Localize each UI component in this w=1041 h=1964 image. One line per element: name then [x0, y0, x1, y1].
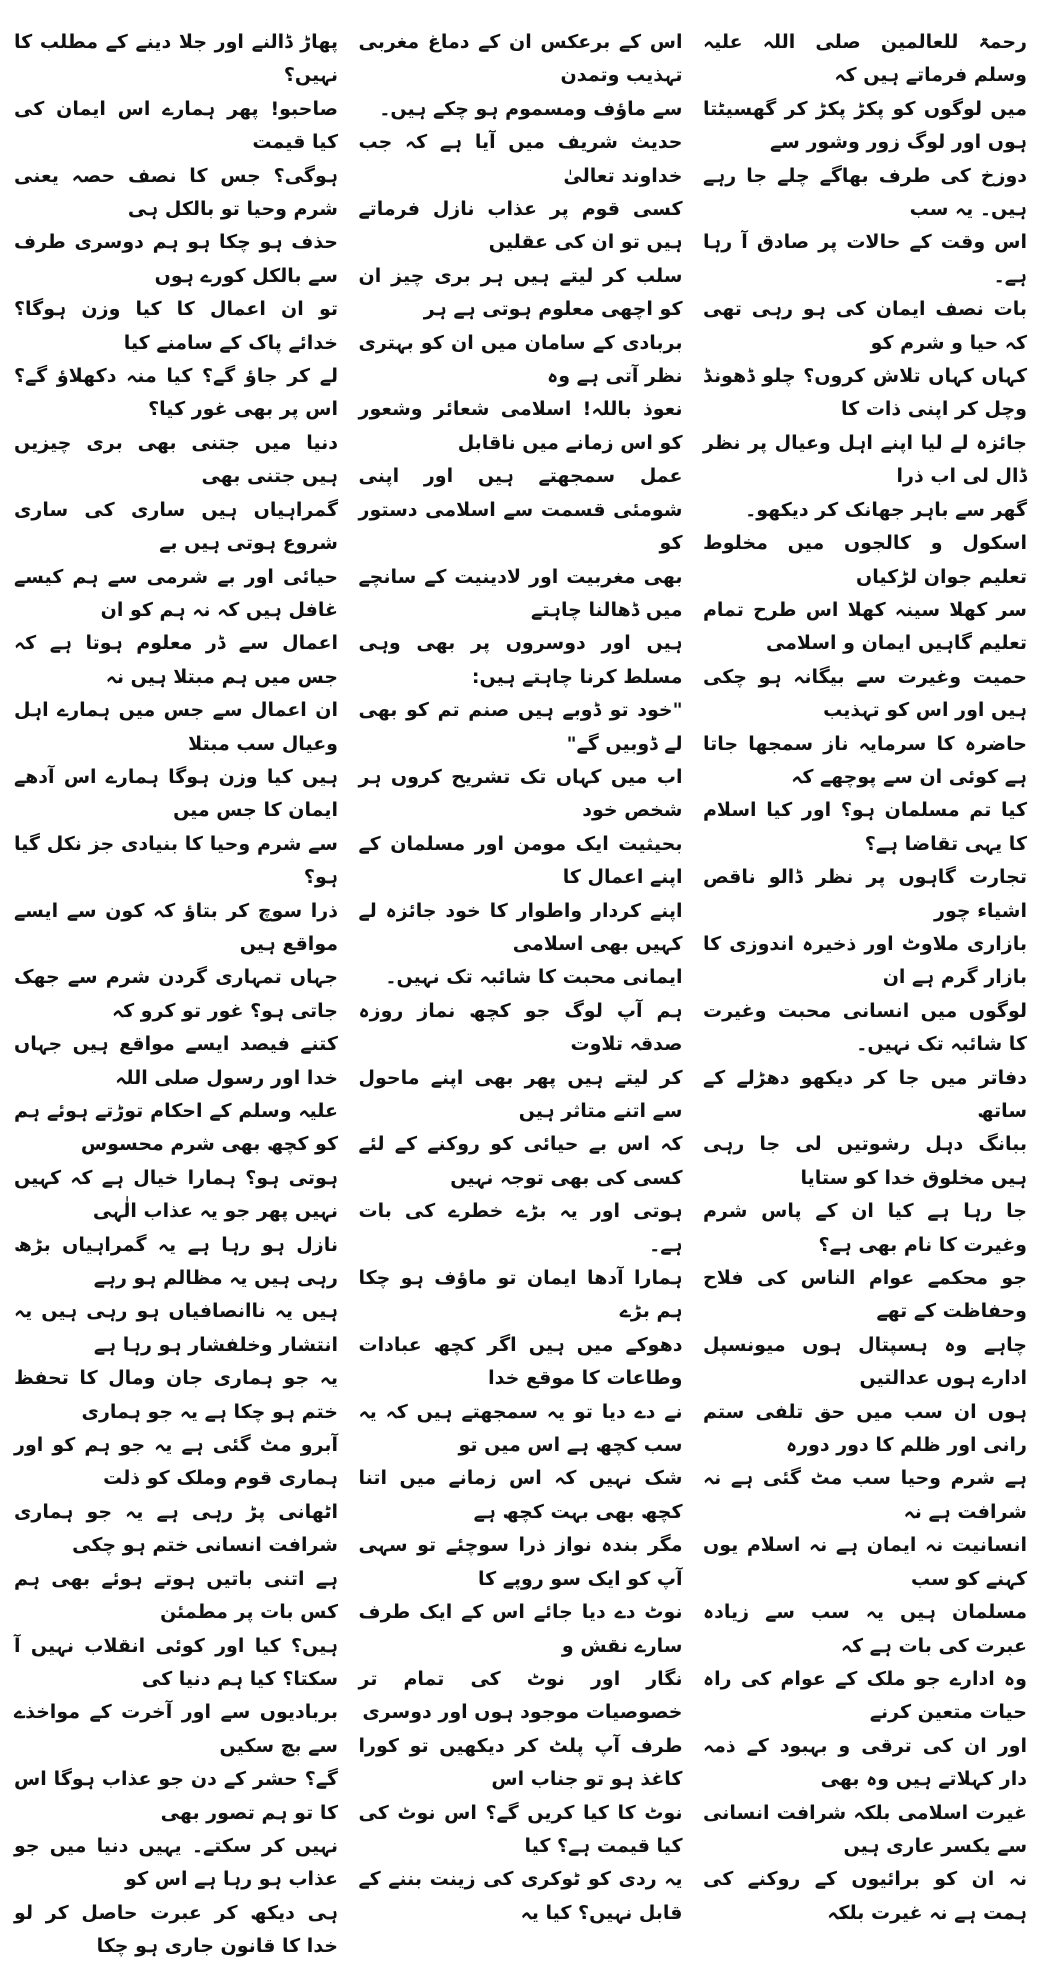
- text-line: یہ ردی کو ٹوکری کی زینت بننے کے قابل نہیں؟ کیا یہ: [358, 1868, 683, 1924]
- text-line: کسی قوم پر عذاب نازل فرماتے ہیں تو ان کی عقلیں: [358, 198, 683, 254]
- text-line: چاہے وہ ہسپتال ہوں میونسپل ادارے ہوں عدالتیں: [703, 1333, 1027, 1390]
- text-line: حذف ہو چکا ہو ہم دوسری طرف سے بالکل کورے ہوں: [14, 231, 338, 287]
- text-line: ہم آپ لوگ جو کچھ نماز روزہ صدقہ تلاوت: [358, 999, 683, 1056]
- text-line: کر لیتے ہیں پھر بھی اپنے ماحول سے اتنے متاثر ہیں: [358, 1066, 683, 1122]
- text-line: دفاتر میں جا کر دیکھو دھڑلے کے ساتھ: [703, 1066, 1027, 1122]
- text-line: ہیں اور دوسروں پر بھی وہی مسلط کرنا چاہتے ہیں:: [358, 632, 683, 688]
- text-line: جا رہا ہے کیا ان کے پاس شرم وغیرت کا نام بھی ہے؟: [703, 1200, 1027, 1256]
- text-line: اس وقت کے حالات پر صادق آ رہا ہے۔: [703, 231, 1027, 287]
- text-line: ہوتی اور یہ بڑے خطرے کی بات ہے۔: [358, 1200, 683, 1256]
- text-line: سلب کر لیتے ہیں ہر بری چیز ان کو اچھی معلوم ہوتی ہے ہر: [358, 264, 683, 321]
- text-line: نہیں کر سکتے۔ یہیں دنیا میں جو عذاب ہو رہا ہے اس کو: [14, 1834, 338, 1891]
- column-gutter: [340, 26, 356, 1310]
- text-line: دنیا میں جتنی بھی بری چیزیں ہیں جتنی بھی: [14, 431, 338, 488]
- text-line: ہی دیکھ کر عبرت حاصل کر لو خدا کا قانون جاری ہو چکا: [14, 1901, 338, 1958]
- text-line: بازاری ملاوٹ اور ذخیرہ اندوزی کا بازار گرم ہے ان: [703, 932, 1027, 989]
- text-line: میں لوگوں کو پکڑ پکڑ کر گھسیٹتا ہوں اور لوگ زور وشور سے: [703, 97, 1027, 154]
- text-line: ان اعمال سے جس میں ہمارے اہل وعیال سب مبتلا: [14, 699, 338, 755]
- text-line: لوگوں میں انسانی محبت وغیرت کا شائبہ تک نہیں۔: [703, 999, 1027, 1056]
- text-line: عمل سمجھتے ہیں اور اپنی شومئی قسمت سے اسلامی دستور کو: [358, 465, 683, 555]
- text-line: تجارت گاہوں پر نظر ڈالو ناقص اشیاء چور: [703, 866, 1027, 922]
- text-line: نعوذ باللہ! اسلامی شعائر وشعور کو اس زمانے میں ناقابل: [358, 398, 683, 454]
- text-line: سے ماؤف ومسموم ہو چکے ہیں۔: [379, 97, 683, 120]
- text-line: بات نصف ایمان کی ہو رہی تھی کہ حیا و شرم کو: [703, 298, 1027, 354]
- text-line: غیرت اسلامی بلکہ شرافت انسانی سے یکسر عاری ہیں: [703, 1801, 1027, 1857]
- text-line: "خود تو ڈوبے ہیں صنم تم کو بھی لے ڈوبیں گے": [358, 699, 683, 755]
- text-line: نوٹ دے دیا جائے اس کے ایک طرف سارے نقش و: [358, 1601, 683, 1657]
- text-line: نے دے دیا تو یہ سمجھتے ہیں کہ یہ سب کچھ ہے اس میں تو: [358, 1400, 683, 1457]
- text-line: اٹھانی پڑ رہی ہے یہ جو ہماری شرافت انسانی ختم ہو چکی: [14, 1500, 338, 1557]
- text-line: کیا تم مسلمان ہو؟ اور کیا اسلام کا یہی تقاضا ہے؟: [703, 799, 1027, 855]
- text-line: ہوتی ہو؟ ہمارا خیال ہے کہ کہیں نہیں پھر جو یہ عذاب الٰہی: [14, 1166, 338, 1223]
- text-line: جو محکمے عوام الناس کی فلاح وحفاظت کے تھے: [703, 1267, 1027, 1323]
- text-line: ہیں یہ ناانصافیاں ہو رہی ہیں یہ انتشار وخلفشار ہو رہا ہے: [14, 1300, 338, 1356]
- text-line: کتنے فیصد ایسے مواقع ہیں جہاں خدا اور رسول صلی اللہ: [14, 1033, 338, 1089]
- text-line: بربادی کے سامان میں ان کو بہتری نظر آتی ہے وہ: [358, 331, 683, 388]
- text-line: رحمۃ للعالمین صلی اللہ علیہ وسلم فرماتے ہیں کہ: [703, 31, 1027, 87]
- text-line: سر کھلا سینہ کھلا اس طرح تمام تعلیم گاہیں ایمان و اسلامی: [703, 598, 1027, 655]
- text-line: جہاں تمہاری گردن شرم سے جھک جاتی ہو؟ غور تو کرو کہ: [14, 966, 338, 1022]
- text-line: اعمال سے ڈر معلوم ہوتا ہے کہ جس میں ہم مبتلا ہیں نہ: [14, 632, 338, 688]
- text-line: حمیت وغیرت سے بیگانہ ہو چکی ہیں اور اس کو تہذیب: [703, 665, 1027, 722]
- column-gutter: [685, 26, 701, 1310]
- text-line: نہ ان کو برائیوں کے روکنے کی ہمت ہے نہ غیرت بلکہ: [703, 1868, 1027, 1924]
- text-line: یہ جو ہماری جان ومال کا تحفظ ختم ہو چکا ہے یہ جو ہماری: [14, 1367, 338, 1423]
- text-line: کہ اس بے حیائی کو روکنے کے لئے کسی کی بھی توجہ نہیں: [358, 1133, 683, 1189]
- text-line: ہیں؟ کیا اور کوئی انقلاب نہیں آ سکتا؟ کیا ہم دنیا کی: [14, 1634, 338, 1690]
- text-line: ایمانی محبت کا شائبہ تک نہیں۔: [385, 966, 683, 989]
- text-line: حیائی اور بے شرمی سے ہم کیسے غافل ہیں کہ نہ ہم کو ان: [14, 565, 338, 621]
- text-line: سے شرم وحیا کا بنیادی جز نکل گیا ہو؟: [14, 832, 338, 889]
- text-line: اس کے برعکس ان کے دماغ مغربی تہذیب وتمدن: [358, 31, 683, 87]
- text-line: علیہ وسلم کے احکام توڑتے ہوئے ہم کو کچھ بھی شرم محسوس: [14, 1100, 338, 1156]
- text-line: دھوکے میں ہیں اگر کچھ عبادات وطاعات کا موقع خدا: [358, 1333, 683, 1390]
- text-line: وہ ادارے جو ملک کے عوام کی راہ حیات متعین کرنے: [703, 1667, 1027, 1724]
- text-line: بحیثیت ایک مومن اور مسلمان کے اپنے اعمال کا: [358, 832, 683, 889]
- text-line: صاحبو! پھر ہمارے اس ایمان کی کیا قیمت: [14, 97, 338, 154]
- text-line: ذرا سوچ کر بتاؤ کہ کون سے ایسے مواقع ہیں: [14, 899, 338, 955]
- text-line: لے کر جاؤ گے؟ کیا منہ دکھلاؤ گے؟ اس پر بھی غور کیا؟: [14, 365, 338, 421]
- text-line: ہمارا آدھا ایمان تو ماؤف ہو چکا ہم بڑے: [358, 1267, 683, 1323]
- text-line: اور ان کی ترقی و بہبود کے ذمہ دار کہلاتے ہیں وہ بھی: [703, 1734, 1027, 1791]
- text-line: اسکول و کالجوں میں مخلوط تعلیم جوان لڑکیاں: [703, 532, 1027, 588]
- text-line: گمراہیاں ہیں ساری کی ساری شروع ہوتی ہیں بے: [14, 498, 338, 555]
- text-line: گھر سے باہر جھانک کر دیکھو۔: [745, 498, 1027, 521]
- text-line: حدیث شریف میں آیا ہے کہ جب خداوند تعالیٰ: [358, 131, 683, 187]
- text-line: ہے اتنی باتیں ہوتے ہوئے بھی ہم کس بات پر مطمئن: [14, 1567, 338, 1624]
- text-line: اپنے کردار واطوار کا خود جائزہ لے کہیں بھی اسلامی: [358, 899, 683, 955]
- text-line: بربادیوں سے اور آخرت کے مواخذے سے بچ سکیں: [14, 1701, 338, 1757]
- text-line: کہاں کہاں تلاش کروں؟ چلو ڈھونڈ وچل کر اپنی ذات کا: [703, 365, 1027, 421]
- text-line: تو ان اعمال کا کیا وزن ہوگا؟ خدائے پاک کے سامنے کیا: [14, 298, 338, 354]
- text-line: پھاڑ ڈالنے اور جلا دینے کے مطلب کا نہیں؟: [14, 31, 338, 87]
- text-line: جائزہ لے لیا اپنے اہل وعیال پر نظر ڈال لی اب ذرا: [703, 431, 1027, 488]
- text-line: اب میں کہاں تک تشریح کروں ہر شخص خود: [358, 765, 683, 822]
- text-line: نوٹ کا کیا کریں گے؟ اس نوٹ کی کیا قیمت ہے؟ کیا: [358, 1801, 683, 1857]
- text-line: ببانگ دہل رشوتیں لی جا رہی ہیں مخلوق خدا کو ستایا: [703, 1133, 1027, 1189]
- text-line: ہے شرم وحیا سب مٹ گئی ہے نہ شرافت ہے نہ: [703, 1467, 1027, 1523]
- text-line: نگار اور نوٹ کی تمام تر خصوصیات موجود ہوں اور دوسری: [358, 1667, 683, 1724]
- text-line: حاضرہ کا سرمایہ ناز سمجھا جاتا ہے کوئی ان سے پوچھے کہ: [703, 732, 1027, 788]
- text-line: بھی مغربیت اور لادینیت کے سانچے میں ڈھالنا چاہتے: [358, 565, 683, 621]
- text-line: گے؟ حشر کے دن جو عذاب ہوگا اس کا تو ہم تصور بھی: [14, 1768, 338, 1824]
- text-line: انسانیت نہ ایمان ہے نہ اسلام یوں کہنے کو سب: [703, 1534, 1027, 1590]
- text-line: دوزخ کی طرف بھاگے چلے جا رہے ہیں۔ یہ سب: [703, 164, 1027, 221]
- text-line: ہیں کیا وزن ہوگا ہمارے اس آدھے ایمان کا جس میں: [14, 765, 338, 822]
- text-line: آبرو مٹ گئی ہے یہ جو ہم کو اور ہماری قوم وملک کو ذلت: [14, 1434, 338, 1490]
- text-column-middle: [358, 26, 683, 1924]
- text-line: نازل ہو رہا ہے یہ گمراہیاں بڑھ رہی ہیں یہ مظالم ہو رہے: [14, 1233, 338, 1290]
- text-line: مسلمان ہیں یہ سب سے زیادہ عبرت کی بات ہے کہ: [703, 1601, 1027, 1657]
- text-line: ہوگی؟ جس کا نصف حصہ یعنی شرم وحیا تو بالکل ہی: [14, 164, 338, 221]
- text-line: شک نہیں کہ اس زمانے میں اتنا کچھ بھی بہت کچھ ہے: [358, 1467, 683, 1523]
- text-line: طرف آپ پلٹ کر دیکھیں تو کورا کاغذ ہو تو جناب اس: [358, 1734, 683, 1791]
- text-line: مگر بندہ نواز ذرا سوچئے تو سہی آپ کو ایک سو روپے کا: [358, 1534, 683, 1590]
- text-column-right: [703, 26, 1027, 1924]
- text-line: ہوں ان سب میں حق تلفی ستم رانی اور ظلم کا دور دورہ: [703, 1400, 1027, 1457]
- text-column-left: [14, 26, 338, 1958]
